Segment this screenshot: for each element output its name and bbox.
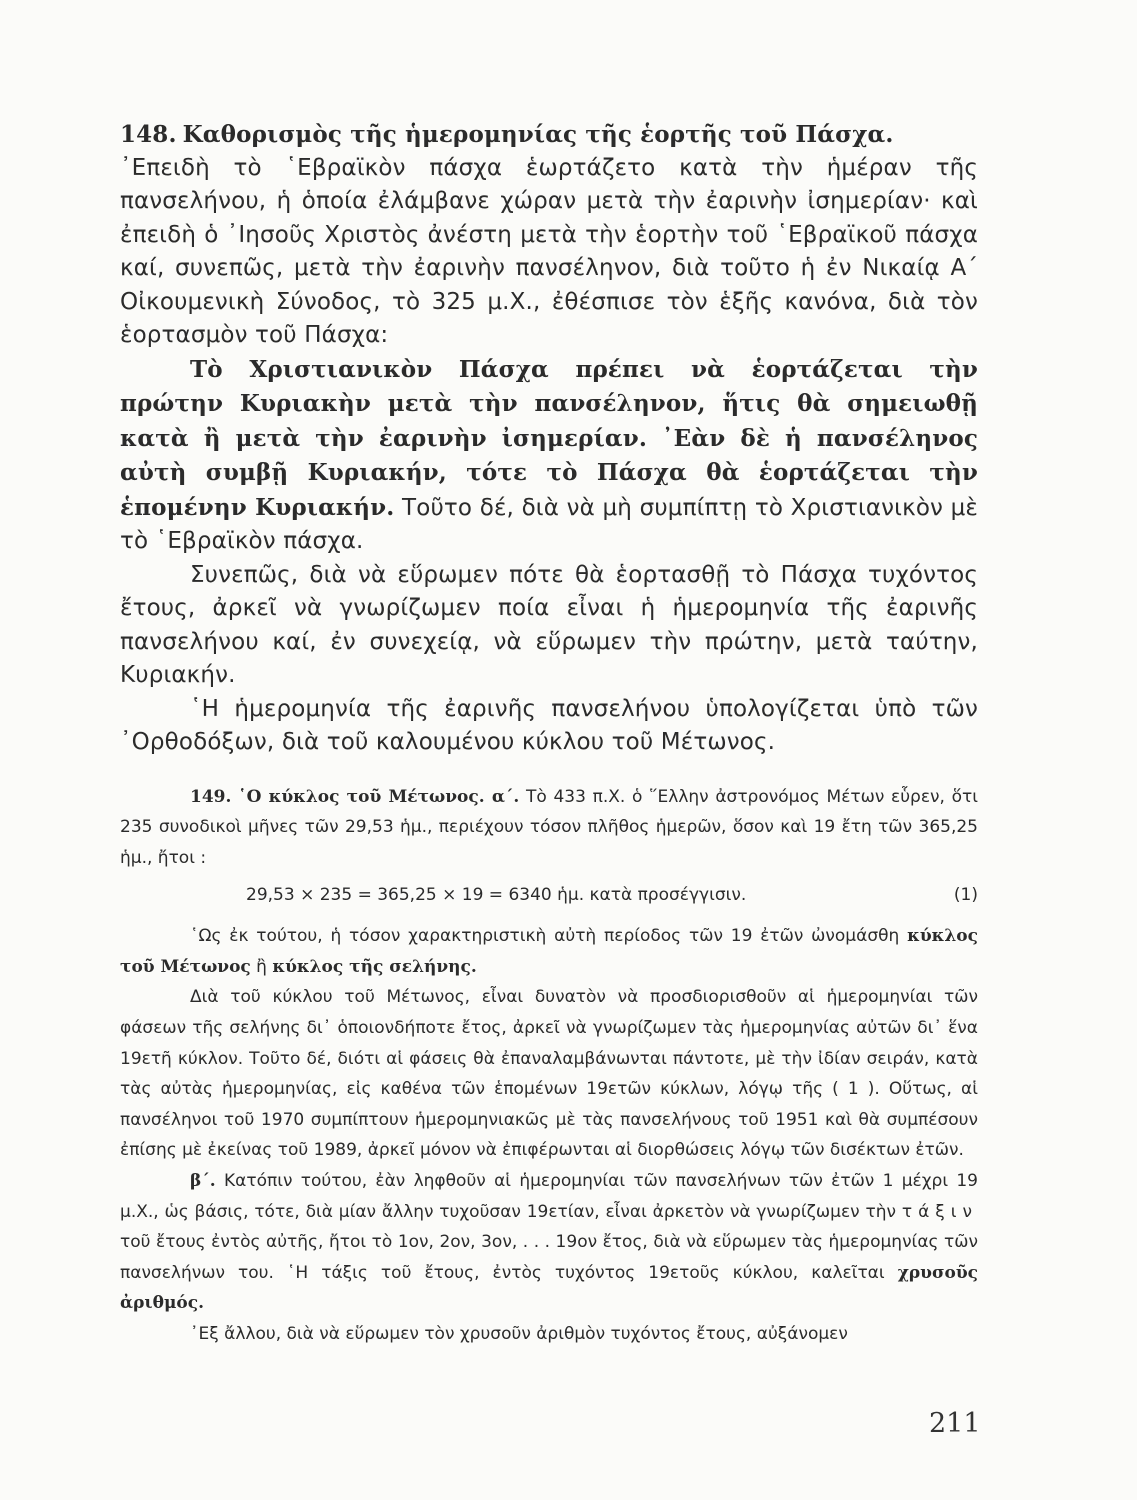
section-148-title: Καθορισμὸς τῆς ἡμερομηνίας τῆς ἑορτῆς τοῦ Πάσχα. (182, 121, 894, 148)
section-149 (120, 782, 978, 1350)
term-meton-cycle: κύκλος τοῦ Μέτωνος (120, 926, 978, 977)
section-148 (120, 118, 978, 760)
paragraph-consequently: Συνεπῶς, διὰ νὰ εὕρωμεν πότε θὰ ἑορτασθῇ τὸ Πάσχα τυχόντος ἔτους, ἀρκεῖ νὰ γνωρίζωμεν ποία εἶναι ἡ ἡμερομηνία τῆς ἐαρινῆς πανσελήνου καί, ἐν συνεχείᾳ, νὰ εὕρωμεν τὴν πρώτην, μετὰ ταύτην, Κυριακήν. (120, 561, 978, 688)
paragraph-easter-rule (120, 353, 978, 559)
paragraph-council-rule-intro: ᾿Επειδὴ τὸ ῾Εβραϊκὸν πάσχα ἑωρτάζετο κατὰ τὴν ἡμέραν τῆς πανσελήνου, ἡ ὁποία ἐλάμβανε χώραν μετὰ τὴν ἐαρινὴν ἰσημερίαν· καὶ ἐπειδὴ ὁ ᾿Ιησοῦς Χριστὸς ἀνέστη μετὰ τὴν ἑορτὴν τοῦ ῾Εβραϊκοῦ πάσχα καί, συνεπῶς, μετὰ τὴν ἐαρινὴν πανσέληνον, διὰ τοῦτο ἡ ἐν Νικαίᾳ Α΄ Οἰκουμενικὴ Σύνοδος, τὸ 325 μ.Χ., ἐθέσπισε τὸν ἑξῆς κανόνα, διὰ τὸν ἑορτασμὸν τοῦ Πάσχα: (120, 154, 978, 348)
section-149-title: ῾Ο κύκλος τοῦ Μέτωνος. α΄. (238, 786, 520, 807)
section-148-number: 148. (120, 121, 177, 148)
paragraph-meton-intro (120, 782, 978, 874)
paragraph-full-moon-date: ῾Η ἡμερομηνία τῆς ἐαρινῆς πανσελήνου ὑπολογίζεται ὑπὸ τῶν ᾿Ορθοδόξων, διὰ τοῦ καλουμένου κύκλου τοῦ Μέτωνος. (120, 695, 978, 755)
easter-rule-tail: Τοῦτο δέ, διὰ νὰ μὴ συμπίπτῃ τὸ Χριστιανικὸν μὲ τὸ ῾Εβραϊκὸν πάσχα. (120, 494, 978, 554)
paragraph-golden-number-start: ᾿Εξ ἄλλου, διὰ νὰ εὕρωμεν τὸν χρυσοῦν ἀριθμὸν τυχόντος ἔτους, αὐξάνομεν (190, 1324, 848, 1344)
beta-text-b: τοῦ ἔτους ἐντὸς αὐτῆς, ἤτοι τὸ 1ον, 2ον, 3ον, . . . 19ον ἔτος, διὰ νὰ εὕρωμεν τὰς ἡμερομηνίας τῶν πανσελήνων του. ῾Η τάξις τοῦ ἔτους, ἐντὸς τυχόντος 19ετοῦς κύκλου, καλεῖται (120, 1232, 978, 1283)
term-lunar-cycle: κύκλος τῆς σελήνης. (272, 956, 477, 977)
formula-expression: 29,53 × 235 = 365,25 × 19 = 6340 ἡμ. κατὰ προσέγγισιν. (246, 885, 747, 906)
beta-text-a: Κατόπιν τούτου, ἐὰν ληφθοῦν αἱ ἡμερομηνίαι τῶν πανσελήνων τῶν ἐτῶν 1 μέχρι 19 μ.Χ., ὡς βάσις, τότε, διὰ μίαν ἄλλην τυχοῦσαν 19ετίαν, εἶναι ἀρκετὸν νὰ γνωρίζωμεν τὴν (120, 1171, 978, 1222)
section-148-heading (120, 118, 978, 152)
term-taxin-spaced: τάξιν (901, 1201, 978, 1222)
paragraph-moon-phases: Διὰ τοῦ κύκλου τοῦ Μέτωνος, εἶναι δυνατὸν νὰ προσδιορισθοῦν αἱ ἡμερομηνίαι τῶν φάσεων τῆς σελήνης δι᾿ ὁποιονδήποτε ἔτος, ἀρκεῖ νὰ γνωρίζωμεν τὰς ἡμερομηνίας αὐτῶν δι᾿ ἕνα 19ετῆ κύκλον. Τοῦτο δέ, διότι αἱ φάσεις θὰ ἐπαναλαμβάνωνται πάντοτε, μὲ τὴν ἰδίαν σειράν, κατὰ τὰς αὐτὰς ἡμερομηνίας, εἰς καθένα τῶν ἑπομένων 19ετῶν κύκλων, λόγῳ τῆς ( 1 ). Οὕτως, αἱ πανσέληνοι τοῦ 1970 συμπίπτουν ἡμερομηνιακῶς μὲ τὰς πανσελήνους τοῦ 1951 καὶ θὰ συμπέσουν ἐπίσης μὲ ἐκείνας τοῦ 1989, ἀρκεῖ μόνον νὰ ἐπιφέρωνται αἱ διορθώσεις λόγῳ τῶν δισέκτων ἐτῶν. (120, 987, 978, 1161)
formula-1 (120, 879, 978, 911)
paragraph-cycle-naming (120, 921, 978, 982)
page-number: 211 (929, 1408, 981, 1439)
easter-rule-bold: Τὸ Χριστιανικὸν Πάσχα πρέπει νὰ ἑορτάζεται τὴν πρώτην Κυριακὴν μετὰ τὴν πανσέληνον, ἥτις θὰ σημειωθῇ κατὰ ἢ μετὰ τὴν ἐαρινὴν ἰσημερίαν. ᾿Εὰν δὲ ἡ πανσέληνος αὐτὴ συμβῇ Κυριακήν, τότε τὸ Πάσχα θὰ ἑορτάζεται τὴν ἑπομένην Κυριακήν. (120, 355, 978, 521)
term-golden-number: χρυσοῦς ἀριθμός. (120, 1262, 978, 1314)
beta-label: β΄. (190, 1171, 216, 1192)
section-149-number: 149. (190, 786, 232, 807)
cycle-naming-or: ἢ (250, 956, 273, 977)
meton-intro-text: Τὸ 433 π.Χ. ὁ ῞Ελλην ἀστρονόμος Μέτων εὗρεν, ὅτι 235 συνοδικοὶ μῆνες τῶν 29,53 ἡμ., περιέχουν τόσον πλῆθος ἡμερῶν, ὅσον καὶ 19 ἔτη τῶν 365,25 ἡμ., ἤτοι : (120, 786, 978, 868)
cycle-naming-text: ῾Ως ἐκ τούτου, ἡ τόσον χαρακτηριστικὴ αὐτὴ περίοδος τῶν 19 ἐτῶν ὠνομάσθη (190, 926, 908, 947)
page-body (120, 118, 978, 1350)
formula-number: (1) (953, 885, 978, 906)
paragraph-beta (120, 1166, 978, 1319)
